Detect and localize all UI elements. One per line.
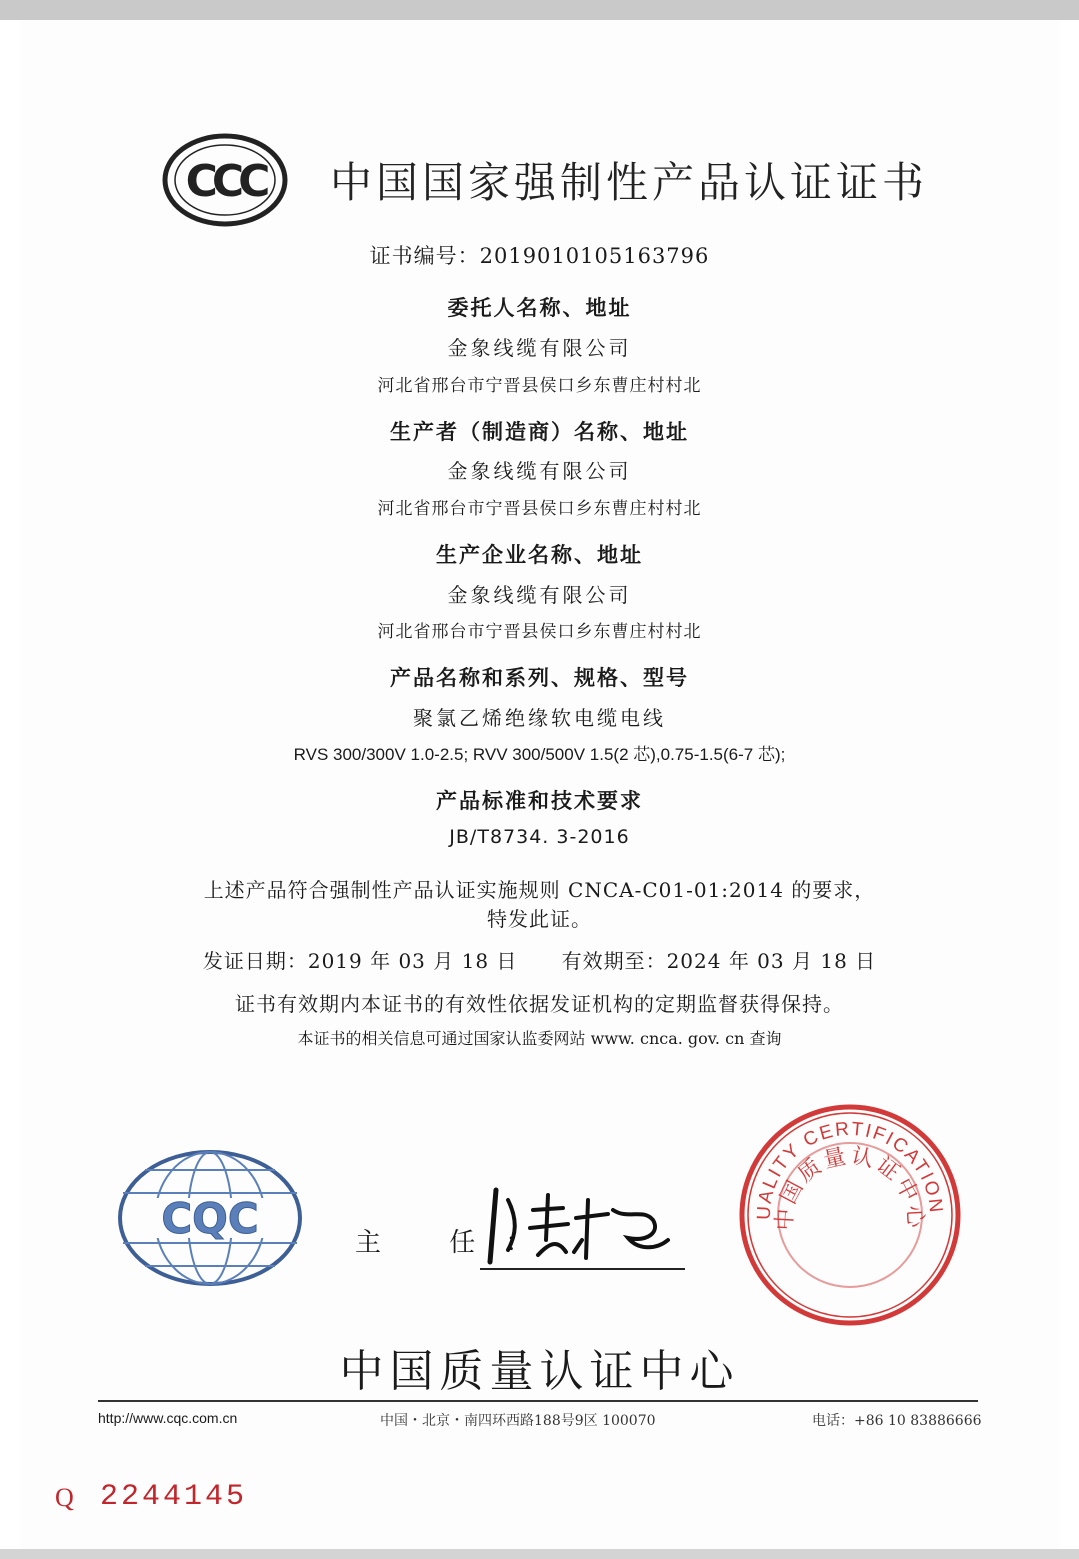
- standard-heading: 产品标准和技术要求: [436, 788, 643, 813]
- query-note: 本证书的相关信息可通过国家认监委网站 www. cnca. gov. cn 查询: [297, 1029, 782, 1048]
- factory-name: 金象线缆有限公司: [447, 583, 632, 607]
- conformity-statement-end: 特发此证。: [487, 907, 592, 931]
- manufacturer-name: 金象线缆有限公司: [447, 459, 632, 483]
- product-heading: 产品名称和系列、规格、型号: [390, 665, 689, 690]
- product-name: 聚氯乙烯绝缘软电缆电线: [413, 706, 666, 730]
- footer-divider: [98, 1400, 978, 1402]
- cqc-logo: [115, 1148, 305, 1292]
- seal-inner-text: 中国质量认证中心: [772, 1143, 928, 1232]
- certificate-title: 中国国家强制性产品认证证书: [330, 158, 929, 207]
- bottom-edge-band: [0, 1549, 1079, 1559]
- cqc-seal: [735, 1100, 965, 1334]
- certificate-number-line: [0, 240, 1079, 270]
- footer-address: 中国・北京・南四环西路188号9区 100070: [380, 1413, 656, 1429]
- serial-number: 2244145: [100, 1480, 248, 1514]
- serial-prefix: Q: [55, 1483, 74, 1512]
- product-spec: RVS 300/300V 1.0-2.5; RVV 300/500V 1.5(2 芯),0.75-1.5(6-7 芯);: [293, 745, 786, 764]
- manufacturer-address: 河北省邢台市宁晋县侯口乡东曹庄村村北: [377, 499, 702, 519]
- standard-value: JB/T8734. 3-2016: [449, 826, 630, 848]
- certificate-number-label: 证书编号：: [369, 244, 480, 268]
- applicant-name: 金象线缆有限公司: [447, 336, 632, 360]
- applicant-heading: 委托人名称、地址: [447, 295, 632, 320]
- conformity-statement: 上述产品符合强制性产品认证实施规则 CNCA-C01-01:2014 的要求，: [203, 878, 876, 902]
- footer-website: http://www.cqc.com.cn: [98, 1410, 238, 1426]
- validity-note: 证书有效期内本证书的有效性依据发证机构的定期监督获得保持。: [235, 992, 844, 1016]
- signature-line: [480, 1268, 685, 1270]
- footer-phone: 电话：+86 10 83886666: [812, 1413, 982, 1429]
- top-edge-band: [0, 0, 1079, 20]
- issuing-organization: 中国质量认证中心: [339, 1346, 740, 1397]
- manufacturer-heading: 生产者（制造商）名称、地址: [390, 419, 689, 444]
- director-signature: [478, 1180, 678, 1274]
- factory-heading: 生产企业名称、地址: [436, 542, 643, 567]
- certificate-number: 2019010105163796: [479, 244, 710, 268]
- svg-text:CCC: CCC: [185, 156, 265, 207]
- factory-address: 河北省邢台市宁晋县侯口乡东曹庄村村北: [377, 622, 702, 642]
- svg-text:CQC: CQC: [161, 1194, 259, 1243]
- applicant-address: 河北省邢台市宁晋县侯口乡东曹庄村村北: [377, 376, 702, 396]
- issue-and-expiry-dates: 发证日期：2019 年 03 月 18 日 有效期至：2024 年 03 月 18 日: [202, 949, 877, 973]
- seal-outer-text: UALITY CERTIFICATION: [753, 1118, 947, 1221]
- director-label: 主 任：: [355, 1228, 562, 1258]
- ccc-logo: [160, 130, 290, 234]
